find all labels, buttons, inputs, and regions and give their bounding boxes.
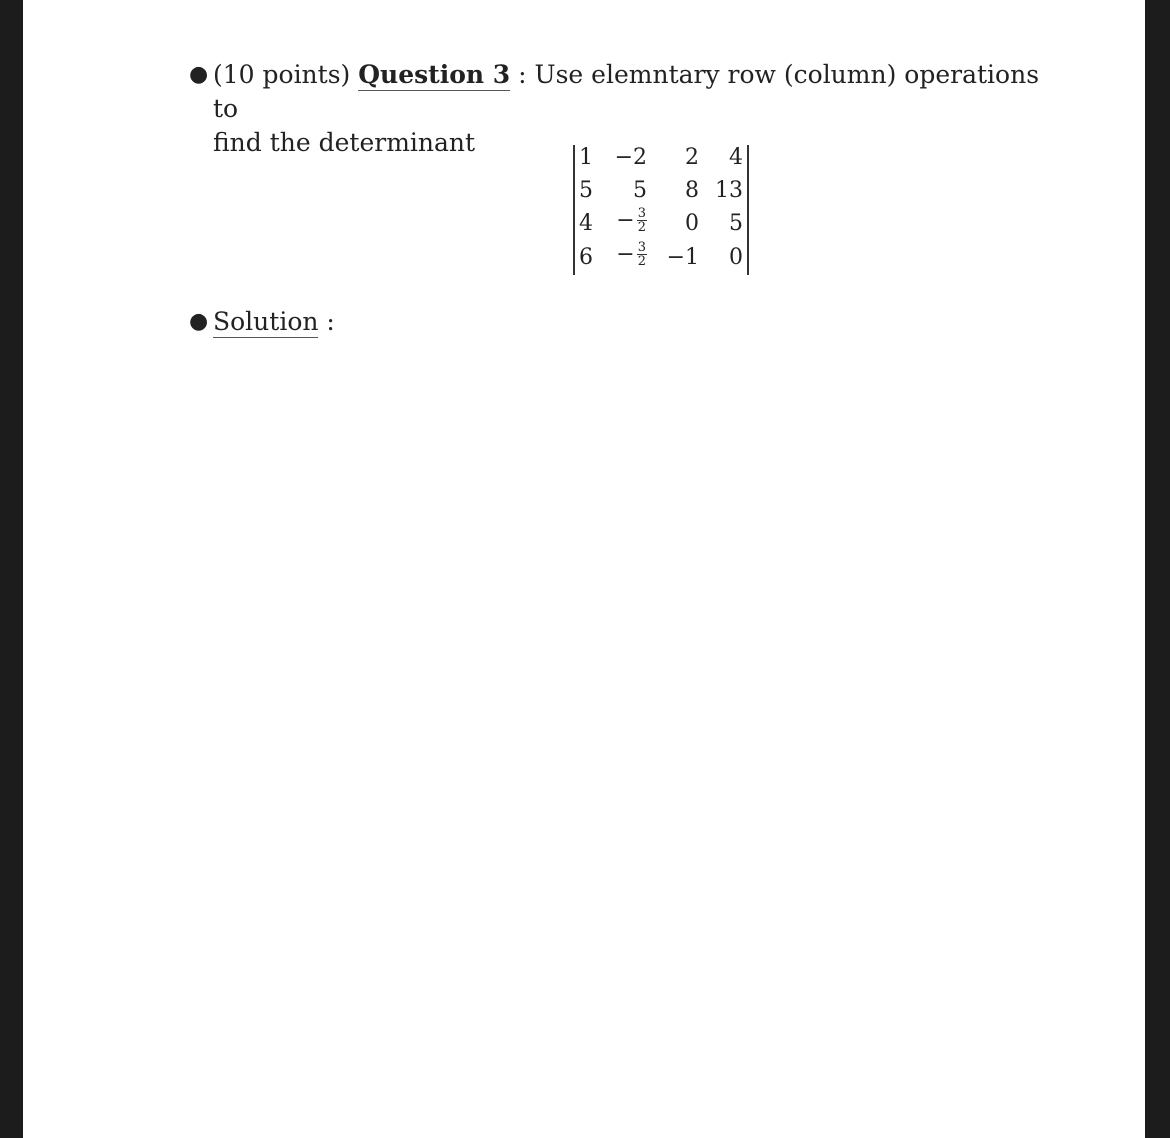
matrix-cell-r2c3: 8 <box>685 178 699 203</box>
matrix-cell-r3c1: 4 <box>579 211 593 236</box>
determinant-right-bar <box>747 145 749 275</box>
solution-colon: : <box>326 307 335 336</box>
matrix-cell-r2c2: 5 <box>633 178 647 203</box>
matrix-cell-r4c2: − $\frac{3}{2}$ <box>616 240 646 269</box>
determinant-matrix <box>571 145 751 275</box>
matrix-cell-r4c3: −1 <box>666 245 699 270</box>
matrix-cell-r3c3: 0 <box>685 211 699 236</box>
solution-label: Solution <box>213 307 319 336</box>
bullet-icon: ● <box>189 62 209 87</box>
matrix-cell-r4c4: 0 <box>729 245 743 270</box>
matrix-cell-r1c1: 1 <box>579 145 593 170</box>
document-page <box>23 0 1145 1138</box>
matrix-cell-r1c4: 4 <box>729 145 743 170</box>
solution-item <box>189 305 335 339</box>
question-colon: : <box>518 60 527 89</box>
question-text-line2: find the determinant <box>213 128 476 157</box>
matrix-cell-r1c3: 2 <box>685 145 699 170</box>
matrix-cell-r2c4: 13 <box>715 178 743 203</box>
matrix-cell-r1c2: −2 <box>614 145 647 170</box>
matrix-cell-r3c4: 5 <box>729 211 743 236</box>
matrix-cell-r4c1: 6 <box>579 245 593 270</box>
question-label: Question 3 <box>358 60 511 89</box>
question-text-line1: Use elemntary row (column) operations to <box>213 60 1040 123</box>
question-points: (10 points) <box>213 60 351 89</box>
matrix-cell-r3c2: − $\frac{3}{2}$ <box>616 206 646 235</box>
bullet-icon: ● <box>189 309 209 334</box>
matrix-cell-r2c1: 5 <box>579 178 593 203</box>
